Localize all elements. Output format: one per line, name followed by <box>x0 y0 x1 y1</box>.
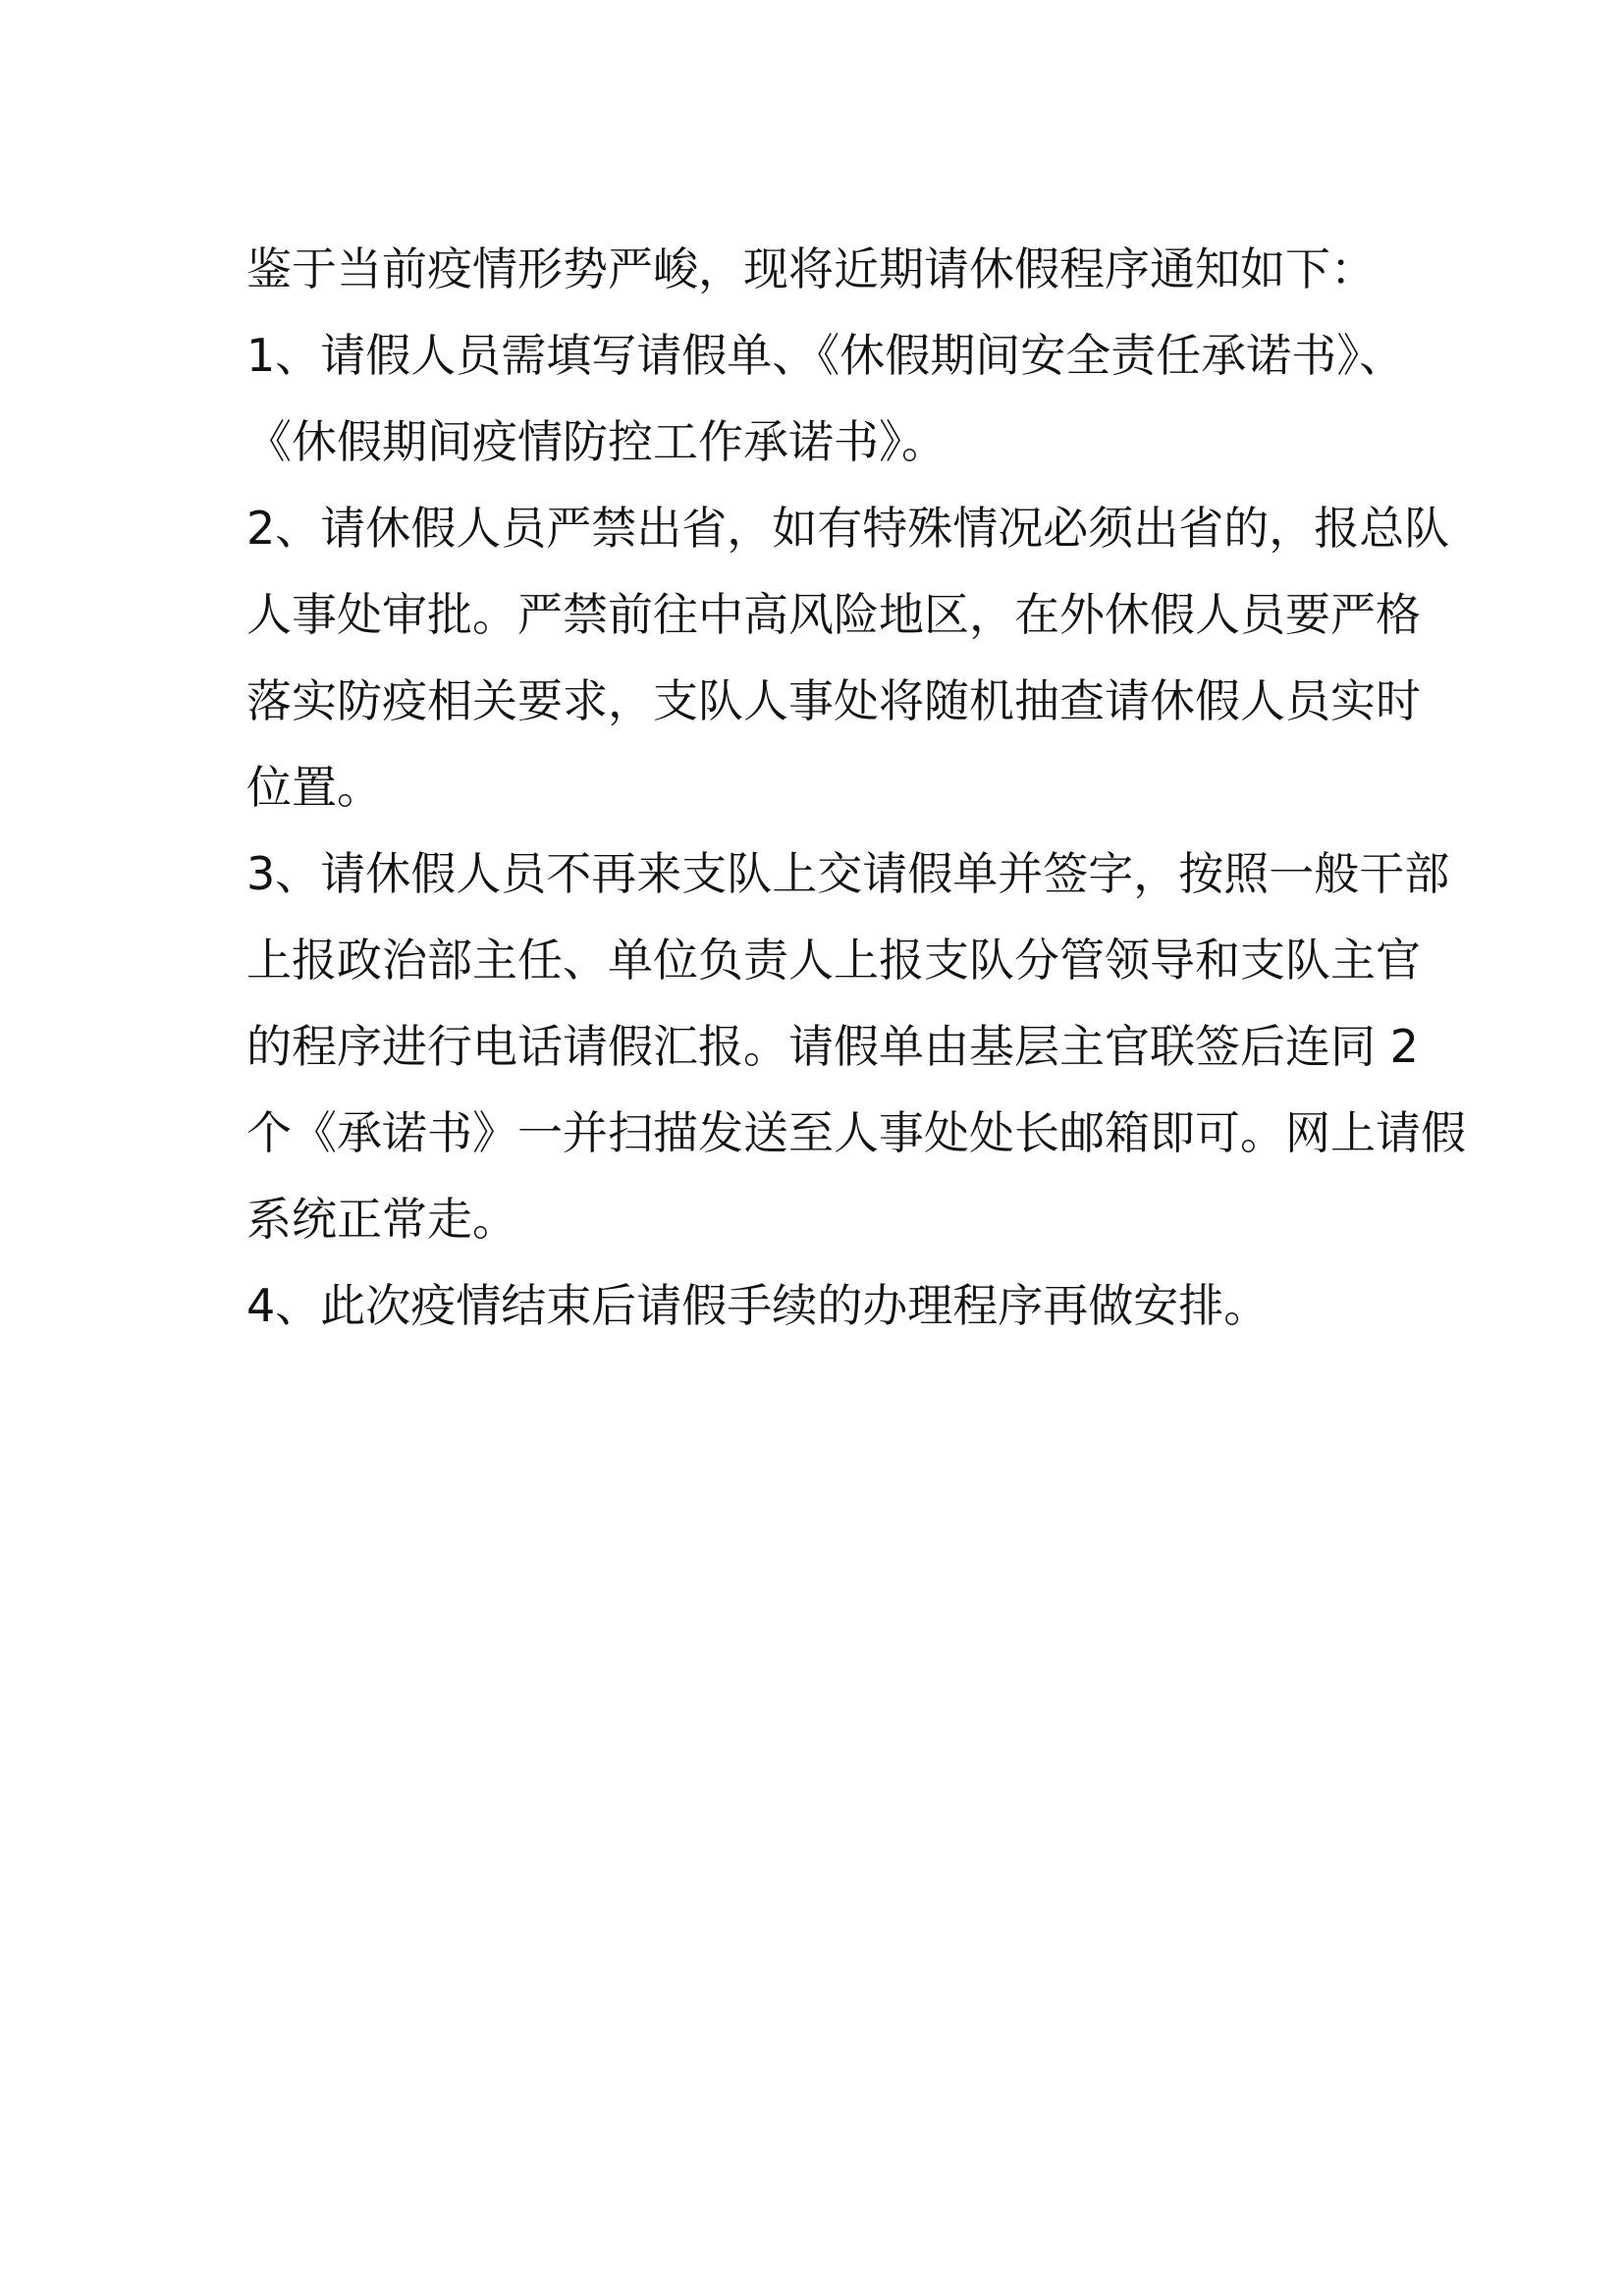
item-2-line-4: 位置。 <box>246 761 382 814</box>
intro-line: 鉴于当前疫情形势严峻，现将近期请休假程序通知如下： <box>246 242 1376 295</box>
item-4-line-1: 4、此次疫情结束后请假手续的办理程序再做安排。 <box>246 1279 1270 1332</box>
item-2-line-2: 人事处审批。严禁前往中高风险地区，在外休假人员要严格 <box>246 588 1421 641</box>
notice-body <box>246 226 1466 1349</box>
item-1-line-2: 《休假期间疫情防控工作承诺书》。 <box>246 415 947 468</box>
item-3-line-1: 3、请休假人员不再来支队上交请假单并签字，按照一般干部 <box>246 847 1450 900</box>
item-3-line-4: 个《承诺书》一并扫描发送至人事处处长邮箱即可。网上请假 <box>246 1106 1466 1159</box>
item-3-line-5: 系统正常走。 <box>246 1193 517 1246</box>
item-3-line-3: 的程序进行电话请假汇报。请假单由基层主官联签后连同 2 <box>246 1020 1419 1073</box>
item-3-line-2: 上报政治部主任、单位负责人上报支队分管领导和支队主官 <box>246 934 1421 987</box>
item-2-line-1: 2、请休假人员严禁出省，如有特殊情况必须出省的，报总队 <box>246 502 1450 555</box>
item-1-line-1: 1、请假人员需填写请假单、《休假期间安全责任承诺书》、 <box>246 329 1405 382</box>
item-2-line-3: 落实防疫相关要求，支队人事处将随机抽查请休假人员实时 <box>246 674 1421 727</box>
